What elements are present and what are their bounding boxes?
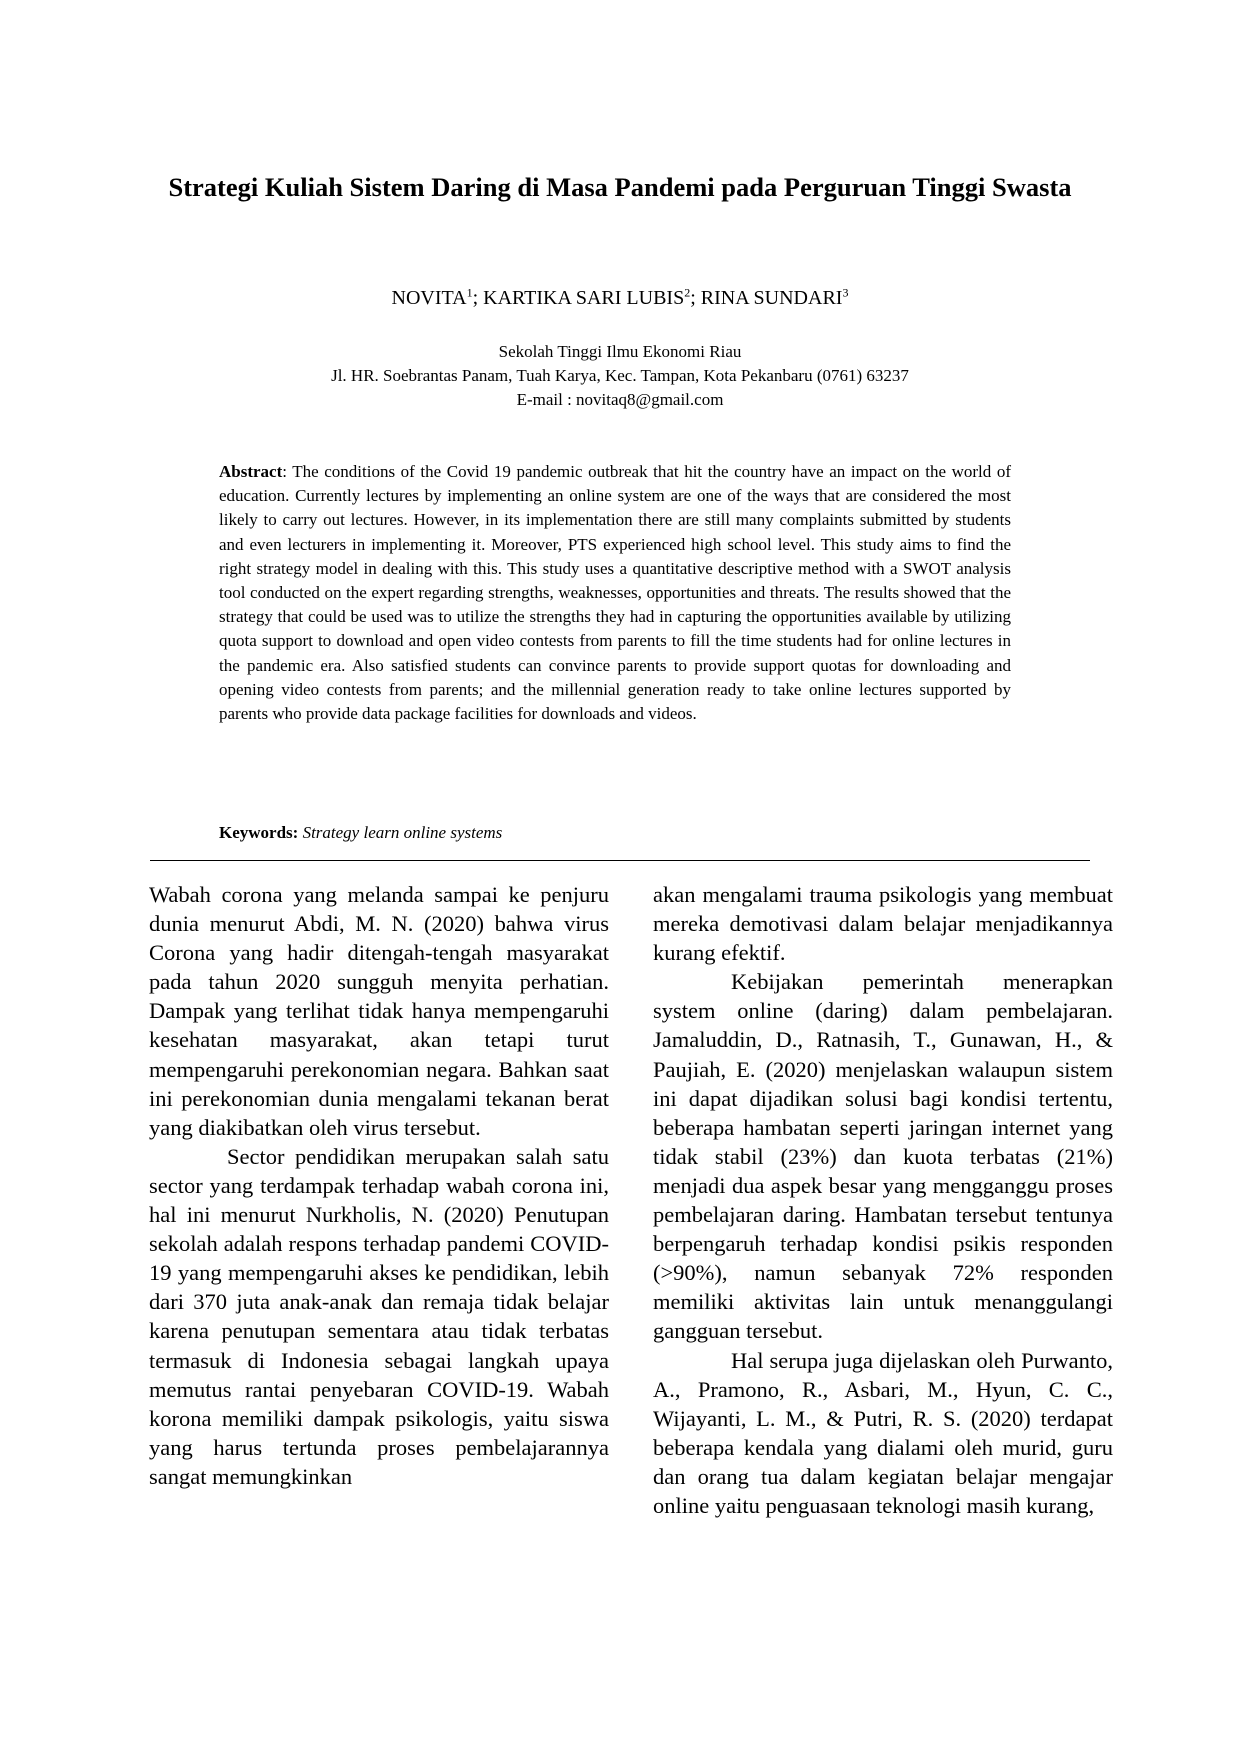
author-name: RINA SUNDARI — [700, 287, 843, 309]
author-list — [150, 285, 1090, 311]
keywords-text: Strategy learn online systems — [302, 823, 503, 842]
section-divider — [150, 860, 1090, 861]
email: E-mail : novitaq8@gmail.com — [516, 390, 724, 409]
keywords — [219, 821, 1011, 845]
abstract-label: Abstract — [219, 462, 283, 481]
affiliation-block — [150, 340, 1090, 412]
author-separator: ; — [472, 287, 484, 309]
body-column-left — [149, 880, 609, 1491]
body-column-right — [653, 880, 1113, 1520]
institution: Sekolah Tinggi Ilmu Ekonomi Riau — [498, 342, 742, 361]
author-name: KARTIKA SARI LUBIS — [483, 287, 685, 309]
address: Jl. HR. Soebrantas Panam, Tuah Karya, Kec. Tampan, Kota Pekanbaru (0761) 63237 — [331, 366, 909, 385]
keywords-label: Keywords: — [219, 823, 299, 842]
abstract-text: : The conditions of the Covid 19 pandemic outbreak that hit the country have an impact on the world of education. Currently lectures by implementing an online system are one of the ways that are considered the most likely to carry out lectures. However, in its implementation there are still many complaints submitted by students and even lecturers in implementing it. Moreover, PTS experienced high school level. This study aims to find the right strategy model in dealing with this. This study uses a quantitative descriptive method with a SWOT analysis tool conducted on the expert regarding strengths, weaknesses, opportunities and threats. The results showed that the strategy that could be used was to utilize the strengths they had in capturing the opportunities available by utilizing quota support to download and open video contests from parents to fill the time students had for online lectures in the pandemic era. Also satisfied students can convince parents to provide support quotas for downloading and opening video contests from parents; and the millennial generation ready to take online lectures supported by parents who provide data package facilities for downloads and videos. — [219, 462, 1011, 724]
body-paragraph: Wabah corona yang melanda sampai ke penjuru dunia menurut Abdi, M. N. (2020) bahwa virus Corona yang hadir ditengah-tengah masyarakat pada tahun 2020 sungguh menyita perhatian. Dampak yang terlihat tidak hanya mempengaruhi kesehatan masyarakat, akan tetapi turut mempengaruhi perekonomian negara. Bahkan saat ini perekonomian dunia mengalami tekanan berat yang diakibatkan oleh virus tersebut. — [149, 882, 609, 1140]
body-paragraph: Sector pendidikan merupakan salah satu sector yang terdampak terhadap wabah corona ini, hal ini menurut Nurkholis, N. (2020) Penutupan sekolah adalah respons terhadap pandemi COVID-19 yang mempengaruhi akses ke pendidikan, lebih dari 370 juta anak-anak dan remaja tidak belajar karena penutupan sementara atau tidak terbatas termasuk di Indonesia sebagai langkah upaya memutus rantai penyebaran COVID-19. Wabah korona memiliki dampak psikologis, yaitu siswa yang harus tertunda proses pembelajarannya sangat memungkinkan — [149, 1143, 609, 1489]
author-name: NOVITA — [391, 287, 467, 309]
paper-title: Strategi Kuliah Sistem Daring di Masa Pandemi pada Perguruan Tinggi Swasta — [168, 172, 1072, 202]
affiliation-mark: 1 — [466, 285, 473, 300]
abstract — [219, 460, 1011, 726]
affiliation-mark: 3 — [842, 285, 849, 300]
body-paragraph: Kebijakan pemerintah menerapkan system online (daring) dalam pembelajaran. Jamaluddin, D., Ratnasih, T., Gunawan, H., & Paujiah, E. (2020) menjelaskan walaupun sistem ini dapat dijadikan solusi bagi kondisi tertentu, beberapa hambatan seperti jaringan internet yang tidak stabil (23%) dan kuota terbatas (21%) menjadi dua aspek besar yang mengganggu proses pembelajaran daring. Hambatan tersebut tentunya berpengaruh terhadap kondisi psikis responden (>90%), namun sebanyak 72% responden memiliki aktivitas lain untuk menanggulangi gangguan tersebut. — [653, 969, 1113, 1344]
body-paragraph: Hal serupa juga dijelaskan oleh Purwanto, A., Pramono, R., Asbari, M., Hyun, C. C., Wijayanti, L. M., & Putri, R. S. (2020) terdapat beberapa kendala yang dialami oleh murid, guru dan orang tua dalam kegiatan belajar mengajar online yaitu penguasaan teknologi masih kurang, — [653, 1347, 1113, 1518]
body-paragraph: akan mengalami trauma psikologis yang membuat mereka demotivasi dalam belajar menjadikannya kurang efektif. — [653, 882, 1113, 966]
affiliation-mark: 2 — [684, 285, 691, 300]
author-separator: ; — [690, 287, 701, 309]
